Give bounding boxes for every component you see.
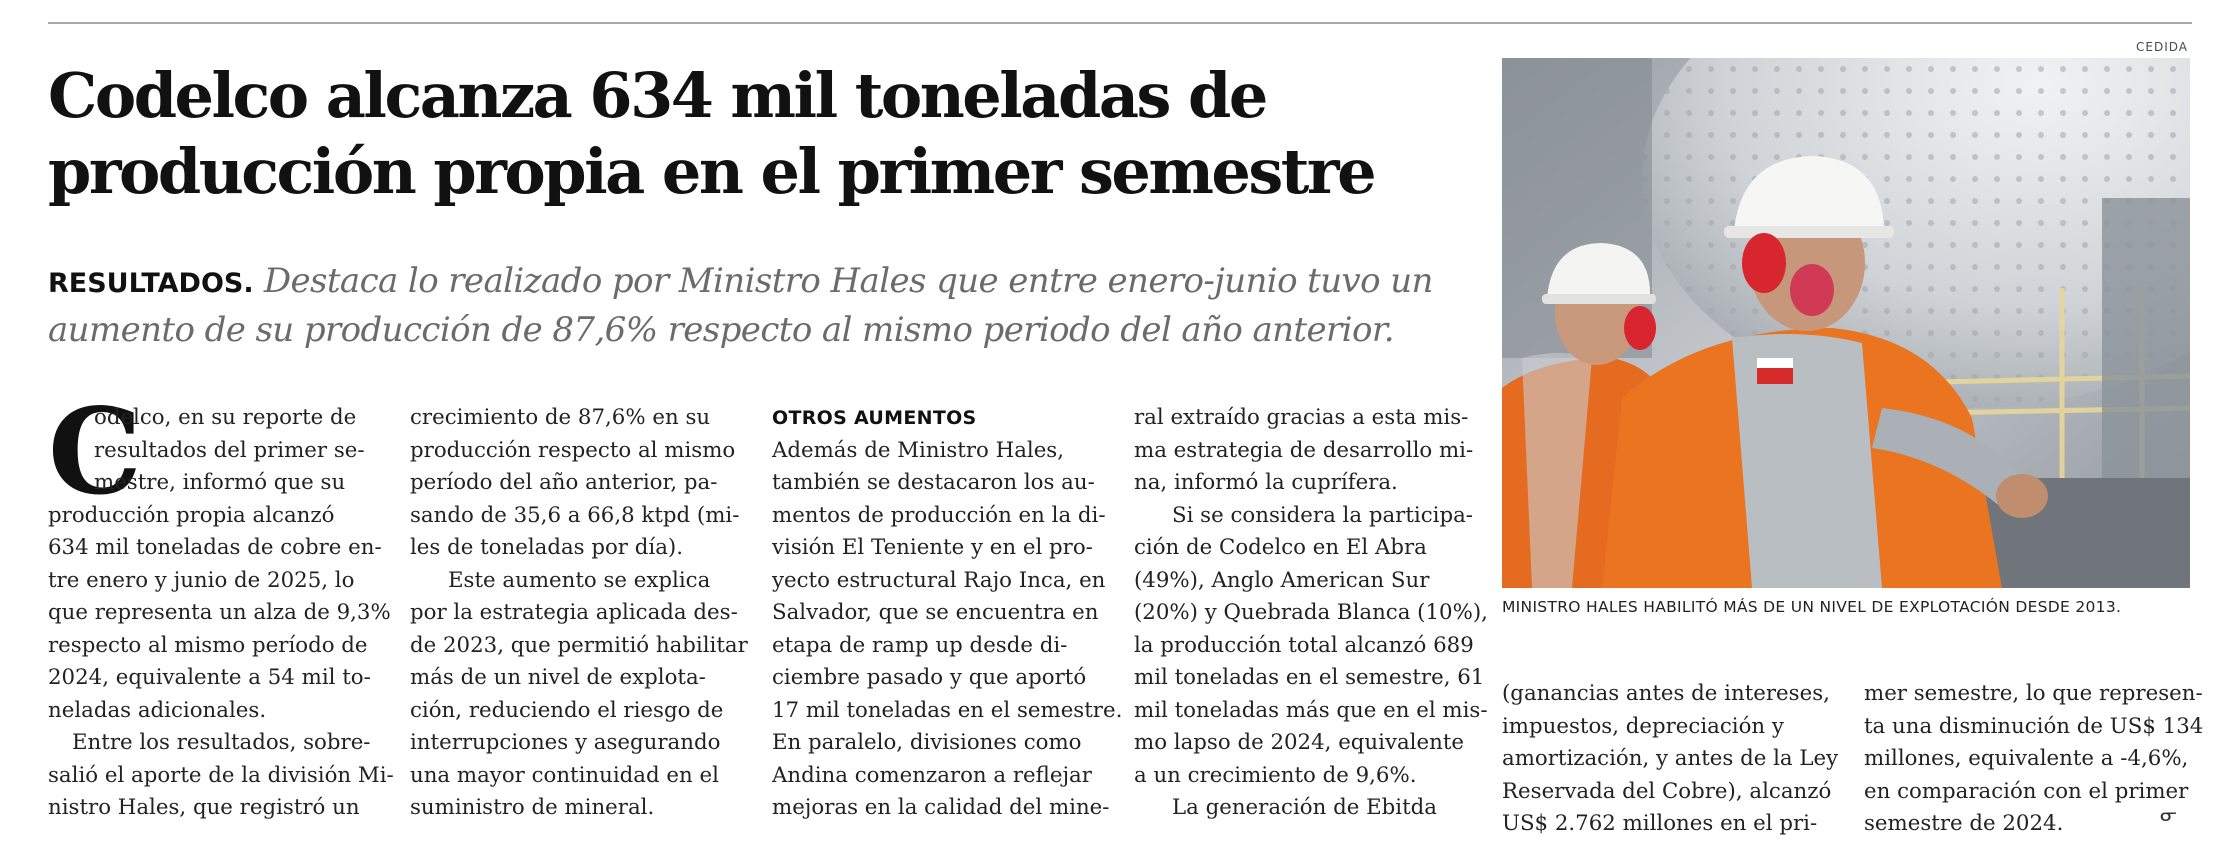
column-2 bbox=[410, 402, 748, 825]
col5-line: amortización, y antes de la Ley bbox=[1502, 746, 1839, 771]
col4-line: ción de Codelco en El Abra bbox=[1134, 535, 1427, 560]
subhead-otros-aumentos: OTROS AUMENTOS bbox=[772, 407, 977, 429]
deck bbox=[48, 258, 1488, 353]
col5-line: impuestos, depreciación y bbox=[1502, 713, 1784, 739]
col6-line: mer semestre, lo que represen- bbox=[1864, 681, 2203, 706]
end-of-article-icon: ᓂ bbox=[2160, 802, 2178, 826]
col6-line: ta una disminución de US$ 134 bbox=[1864, 713, 2204, 739]
col2-line: período del año anterior, pa- bbox=[410, 470, 718, 495]
col4-line: la producción total alcanzó 689 bbox=[1134, 632, 1474, 658]
deck-line-2: aumento de su producción de 87,6% respecto al mismo periodo del año anterior. bbox=[48, 310, 1394, 350]
col3-line: mentos de producción en la di- bbox=[772, 502, 1106, 528]
col2-line: crecimiento de 87,6% en su bbox=[410, 405, 711, 430]
deck-tag: RESULTADOS. bbox=[48, 268, 254, 299]
col4-line: ma estrategia de desarrollo mi- bbox=[1134, 437, 1474, 463]
col2-line: suministro de mineral. bbox=[410, 795, 655, 820]
col3-line: mejoras en la calidad del mine- bbox=[772, 795, 1110, 820]
column-4 bbox=[1134, 402, 1488, 825]
dropcap: C bbox=[48, 382, 142, 521]
col2-line: ción, reduciendo el riesgo de bbox=[410, 697, 724, 723]
col6-line: en comparación con el primer bbox=[1864, 778, 2189, 804]
col2-line: sando de 35,6 a 66,8 ktpd (mi- bbox=[410, 502, 740, 528]
col4-line: mil toneladas más que en el mis- bbox=[1134, 697, 1488, 723]
col1-line: neladas adicionales. bbox=[48, 697, 267, 723]
col4-line: (49%), Anglo American Sur bbox=[1134, 567, 1430, 593]
headline-line-2: producción propia en el primer semestre bbox=[48, 135, 1375, 208]
col3-line: visión El Teniente y en el pro- bbox=[772, 535, 1093, 560]
col1-line: respecto al mismo período de bbox=[48, 632, 368, 658]
workers-photo-illustration bbox=[1502, 58, 2190, 588]
col3-line: Además de Ministro Hales, bbox=[772, 437, 1065, 463]
col4-line: mo lapso de 2024, equivalente bbox=[1134, 730, 1464, 755]
col4-line: a un crecimiento de 9,6%. bbox=[1134, 762, 1417, 788]
col3-line: etapa de ramp up desde di- bbox=[772, 632, 1068, 658]
col4-line: mil toneladas en el semestre, 61 bbox=[1134, 665, 1485, 690]
deck-line-1 bbox=[48, 258, 1488, 307]
headline bbox=[48, 58, 1488, 210]
col3-line: 17 mil toneladas en el semestre. bbox=[772, 697, 1123, 723]
col3-line: Salvador, que se encuentra en bbox=[772, 600, 1099, 625]
col2-line: producción respecto al mismo bbox=[410, 437, 736, 463]
col1-line: 634 mil toneladas de cobre en- bbox=[48, 535, 382, 560]
col2-line: de 2023, que permitió habilitar bbox=[410, 632, 748, 658]
photo-credit: CEDIDA bbox=[2136, 40, 2188, 54]
col6-line: semestre de 2024. bbox=[1864, 811, 2064, 836]
column-3 bbox=[772, 402, 1123, 825]
col6-line: millones, equivalente a -4,6%, bbox=[1864, 746, 2189, 771]
column-1 bbox=[48, 382, 394, 825]
column-6 bbox=[1864, 678, 2204, 841]
col5-line: US$ 2.762 millones en el pri- bbox=[1502, 811, 1818, 836]
col3-line: ciembre pasado y que aportó bbox=[772, 665, 1087, 690]
col3-line: yecto estructural Rajo Inca, en bbox=[772, 567, 1106, 593]
col1-line: mestre, informó que su bbox=[94, 470, 346, 495]
col1-line: salió el aporte de la división Mi- bbox=[48, 762, 394, 788]
col5-line: Reservada del Cobre), alcanzó bbox=[1502, 778, 1832, 804]
col2-line: una mayor continuidad en el bbox=[410, 762, 719, 788]
col3-line: En paralelo, divisiones como bbox=[772, 730, 1082, 755]
col1-line: producción propia alcanzó bbox=[48, 502, 335, 528]
col2-line: interrupciones y asegurando bbox=[410, 730, 721, 755]
headline-line-1: Codelco alcanza 634 mil toneladas de bbox=[48, 59, 1266, 132]
col4-line: (20%) y Quebrada Blanca (10%), bbox=[1134, 600, 1488, 625]
col5-line: (ganancias antes de intereses, bbox=[1502, 681, 1830, 706]
col1-line: Entre los resultados, sobre- bbox=[72, 730, 371, 755]
col4-line: La generación de Ebitda bbox=[1172, 795, 1437, 820]
column-5 bbox=[1502, 678, 1839, 841]
col1-line: nistro Hales, que registró un bbox=[48, 795, 360, 820]
col4-line: Si se considera la participa- bbox=[1172, 502, 1473, 528]
col2-line: por la estrategia aplicada des- bbox=[410, 600, 738, 625]
col3-line: también se destacaron los au- bbox=[772, 470, 1095, 495]
top-rule bbox=[48, 22, 2192, 24]
article-photo bbox=[1502, 58, 2190, 588]
col3-line: Andina comenzaron a reflejar bbox=[772, 762, 1092, 788]
deck-text-1: Destaca lo realizado por Ministro Hales que entre enero-junio tuvo un bbox=[263, 261, 1433, 301]
col2-line: más de un nivel de explota- bbox=[410, 665, 706, 690]
col4-line: ral extraído gracias a esta mis- bbox=[1134, 405, 1469, 430]
col1-line: resultados del primer se- bbox=[94, 437, 365, 463]
col1-line: odelco, en su reporte de bbox=[94, 405, 357, 430]
col1-line: 2024, equivalente a 54 mil to- bbox=[48, 665, 371, 690]
col1-line: que representa un alza de 9,3% bbox=[48, 600, 391, 625]
photo-caption: MINISTRO HALES HABILITÓ MÁS DE UN NIVEL DE EXPLOTACIÓN DESDE 2013. bbox=[1502, 598, 2122, 616]
col1-line: tre enero y junio de 2025, lo bbox=[48, 567, 355, 593]
col2-line: Este aumento se explica bbox=[448, 567, 711, 593]
col4-line: na, informó la cuprífera. bbox=[1134, 470, 1398, 495]
col2-line: les de toneladas por día). bbox=[410, 535, 683, 560]
